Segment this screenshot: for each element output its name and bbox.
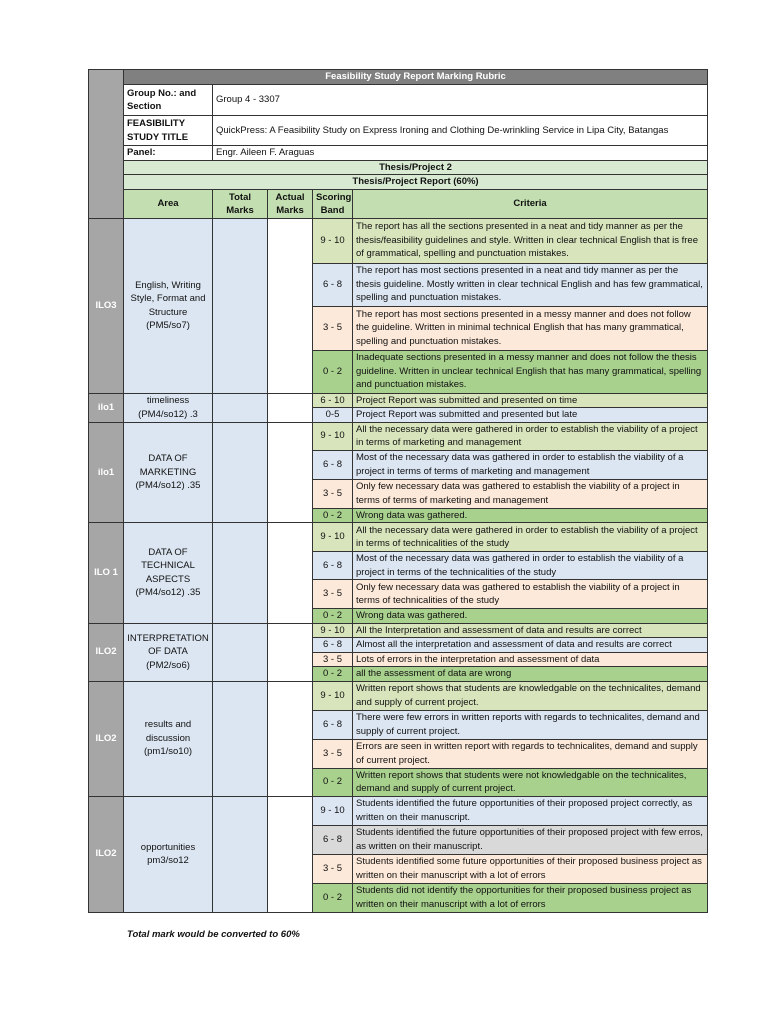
rubric-row (89, 218, 708, 263)
scoring-band: 0 - 2 (313, 508, 353, 523)
scoring-band: 3 - 5 (313, 306, 353, 350)
total-marks-cell[interactable] (213, 623, 268, 681)
criteria-text: Students identified some future opportunities of their proposed business project as written on their manuscript with a lot of errors (353, 854, 708, 883)
actual-marks-cell[interactable] (268, 681, 313, 796)
column-header-total: Total Marks (213, 189, 268, 218)
criteria-text: Only few necessary data was gathered to establish the viability of a project in terms of terms of marketing and management (353, 479, 708, 508)
criteria-text: Errors are seen in written report with regards to technicalites, demand and supply of current project. (353, 739, 708, 768)
criteria-text: The report has most sections presented in a neat and tidy manner as per the thesis guideline. Mostly written in clear technical English and has few grammatical, spelling and punctuation mistakes. (353, 263, 708, 306)
scoring-band: 3 - 5 (313, 854, 353, 883)
criteria-text: Most of the necessary data was gathered in order to establish the viability of a project in terms of terms of marketing and management (353, 450, 708, 479)
area-label: DATA OF MARKETING (PM4/so12) .35 (124, 422, 213, 523)
criteria-text: Wrong data was gathered. (353, 609, 708, 624)
scoring-band: 0-5 (313, 408, 353, 423)
rubric-row (89, 523, 708, 552)
scoring-band: 6 - 8 (313, 710, 353, 739)
criteria-text: The report has most sections presented in a messy manner and does not follow the guideline. Written in minimal technical English that has many grammatical, spelling and punctuation mistakes. (353, 306, 708, 350)
total-marks-cell[interactable] (213, 523, 268, 624)
area-label: INTERPRETATION OF DATA (PM2/so6) (124, 623, 213, 681)
ilo-label: ilo1 (89, 393, 124, 422)
ilo-label: ILO2 (89, 796, 124, 912)
total-marks-cell[interactable] (213, 393, 268, 422)
scoring-band: 9 - 10 (313, 218, 353, 263)
column-header-area: Area (124, 189, 213, 218)
group-label: Group No.: and Section (124, 85, 213, 116)
actual-marks-cell[interactable] (268, 218, 313, 393)
criteria-text: Project Report was submitted and presented but late (353, 408, 708, 423)
study-title-label: FEASIBILITY STUDY TITLE (124, 116, 213, 146)
scoring-band: 6 - 10 (313, 393, 353, 408)
scoring-band: 3 - 5 (313, 652, 353, 667)
scoring-band: 0 - 2 (313, 667, 353, 682)
criteria-text: Written report shows that students were not knowledgable on the technicalites, demand and supply of current project. (353, 768, 708, 796)
section-title-1: Thesis/Project 2 (124, 160, 708, 175)
study-title-value: QuickPress: A Feasibility Study on Express Ironing and Clothing De-wrinkling Service in Lipa City, Batangas (213, 116, 708, 146)
ilo-label: ILO3 (89, 218, 124, 393)
scoring-band: 9 - 10 (313, 422, 353, 450)
criteria-text: Lots of errors in the interpretation and assessment of data (353, 652, 708, 667)
area-label: results and discussion (pm1/so10) (124, 681, 213, 796)
column-header-band: Scoring Band (313, 189, 353, 218)
scoring-band: 9 - 10 (313, 523, 353, 552)
area-label: opportunities pm3/so12 (124, 796, 213, 912)
rubric-row (89, 681, 708, 710)
scoring-band: 9 - 10 (313, 623, 353, 638)
total-marks-cell[interactable] (213, 218, 268, 393)
scoring-band: 6 - 8 (313, 638, 353, 653)
criteria-text: Written report shows that students are knowledgable on the technicalites, demand and supply of current project. (353, 681, 708, 710)
scoring-band: 0 - 2 (313, 883, 353, 912)
criteria-text: Students did not identify the opportunities for their proposed business project as written on their manuscript with a lot of errors (353, 883, 708, 912)
group-value: Group 4 - 3307 (213, 85, 708, 116)
rubric-table (88, 69, 708, 913)
panel-label: Panel: (124, 146, 213, 161)
criteria-text: All the Interpretation and assessment of data and results are correct (353, 623, 708, 638)
criteria-text: Almost all the interpretation and assessment of data and results are correct (353, 638, 708, 653)
ilo-label: ILO 1 (89, 523, 124, 624)
criteria-text: Inadequate sections presented in a messy manner and does not follow the thesis guideline. Written in unclear technical English that has many grammatical, spelling and punctuation mistakes. (353, 350, 708, 393)
criteria-text: The report has all the sections presented in a neat and tidy manner as per the thesis/feasibility guidelines and style. Written in clear technical English that is free of grammatical, spelling and punctuation mistakes. (353, 218, 708, 263)
area-label: English, Writing Style, Format and Structure (PM5/so7) (124, 218, 213, 393)
actual-marks-cell[interactable] (268, 523, 313, 624)
ilo-label: ilo1 (89, 422, 124, 523)
scoring-band: 6 - 8 (313, 450, 353, 479)
actual-marks-cell[interactable] (268, 422, 313, 523)
rubric-row (89, 422, 708, 450)
actual-marks-cell[interactable] (268, 393, 313, 422)
section-title-2: Thesis/Project Report (60%) (124, 175, 708, 190)
actual-marks-cell[interactable] (268, 623, 313, 681)
column-header-criteria: Criteria (353, 189, 708, 218)
scoring-band: 3 - 5 (313, 479, 353, 508)
criteria-text: All the necessary data were gathered in order to establish the viability of a project in terms of technicalities of the study (353, 523, 708, 552)
ilo-label: ILO2 (89, 623, 124, 681)
rubric-row (89, 796, 708, 825)
criteria-text: Project Report was submitted and presented on time (353, 393, 708, 408)
criteria-text: All the necessary data were gathered in order to establish the viability of a project in terms of marketing and management (353, 422, 708, 450)
ilo-label: ILO2 (89, 681, 124, 796)
rubric-row (89, 623, 708, 638)
panel-value: Engr. Aileen F. Araguas (213, 146, 708, 161)
footnote: Total mark would be converted to 60% (127, 929, 300, 940)
scoring-band: 3 - 5 (313, 580, 353, 609)
criteria-text: Wrong data was gathered. (353, 508, 708, 523)
scoring-band: 3 - 5 (313, 739, 353, 768)
total-marks-cell[interactable] (213, 681, 268, 796)
rubric-sheet (88, 69, 707, 913)
scoring-band: 6 - 8 (313, 825, 353, 854)
criteria-text: Students identified the future opportunities of their proposed project correctly, as written on their manuscript. (353, 796, 708, 825)
total-marks-cell[interactable] (213, 796, 268, 912)
scoring-band: 9 - 10 (313, 681, 353, 710)
criteria-text: all the assessment of data are wrong (353, 667, 708, 682)
rubric-title: Feasibility Study Report Marking Rubric (124, 70, 708, 85)
actual-marks-cell[interactable] (268, 796, 313, 912)
column-header-actual: Actual Marks (268, 189, 313, 218)
scoring-band: 0 - 2 (313, 350, 353, 393)
scoring-band: 6 - 8 (313, 263, 353, 306)
scoring-band: 6 - 8 (313, 552, 353, 580)
total-marks-cell[interactable] (213, 422, 268, 523)
criteria-text: Only few necessary data was gathered to establish the viability of a project in terms of technicalities of the study (353, 580, 708, 609)
criteria-text: Most of the necessary data was gathered in order to establish the viability of a project in terms of the technicalities of the study (353, 552, 708, 580)
left-margin-column (89, 70, 124, 219)
area-label: timeliness (PM4/so12) .3 (124, 393, 213, 422)
area-label: DATA OF TECHNICAL ASPECTS (PM4/so12) .35 (124, 523, 213, 624)
scoring-band: 0 - 2 (313, 609, 353, 624)
rubric-row (89, 393, 708, 408)
criteria-text: There were few errors in written reports with regards to technicalites, demand and supply of current project. (353, 710, 708, 739)
scoring-band: 9 - 10 (313, 796, 353, 825)
scoring-band: 0 - 2 (313, 768, 353, 796)
criteria-text: Students identified the future opportunities of their proposed project with few erros, as written on their manuscript. (353, 825, 708, 854)
